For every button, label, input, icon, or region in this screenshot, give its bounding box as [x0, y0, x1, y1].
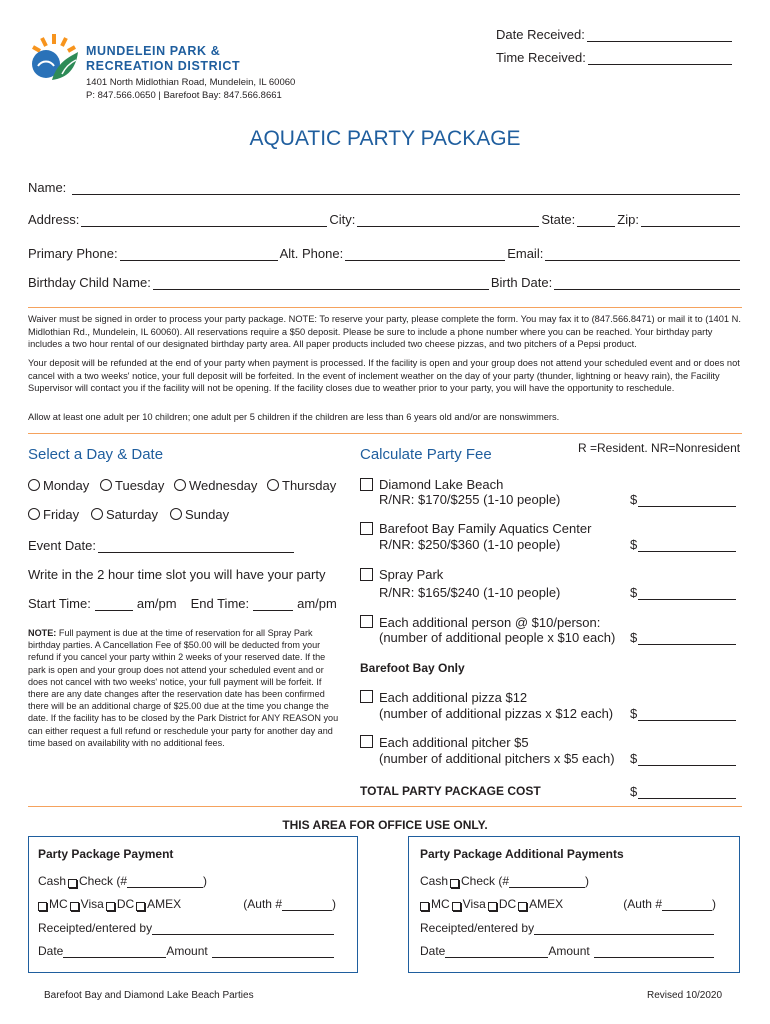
start-time-label: Start Time: [28, 596, 91, 611]
fee-item-5-desc: (number of additional pizzas x $12 each) [379, 706, 614, 721]
time-slot-instruction: Write in the 2 hour time slot you will have your party [28, 567, 326, 582]
dollar-sign: $ [630, 585, 638, 600]
district-logo [28, 30, 80, 82]
alt-phone-field[interactable] [345, 248, 505, 261]
end-ampm: am/pm [297, 596, 337, 611]
alt-phone-label: Alt. Phone: [279, 246, 344, 261]
office-payment-box [28, 836, 358, 973]
card-row: MC Visa DC AMEX (Auth # ) [38, 897, 336, 911]
dollar-sign: $ [630, 706, 638, 721]
receipted-label: Receipted/entered by [38, 921, 153, 935]
amex-checkbox[interactable] [518, 902, 527, 911]
fee-item-3-title: Spray Park [379, 567, 444, 582]
phone-row [28, 246, 742, 261]
fee-item-4-desc: (number of additional people x $10 each) [379, 630, 616, 645]
day-monday[interactable]: Monday [28, 478, 89, 493]
additional-payments-title: Party Package Additional Payments [420, 847, 624, 861]
email-label: Email: [507, 246, 544, 261]
dc-checkbox[interactable] [488, 902, 497, 911]
org-address: 1401 North Midlothian Road, Mundelein, IL 60060 [86, 77, 296, 88]
visa-label: Visa [462, 897, 486, 911]
date-received-field[interactable] [587, 29, 732, 42]
total-cost-amount[interactable] [638, 786, 736, 799]
divider-top [28, 307, 742, 308]
fee-item-4-title: Each additional person @ $10/person: [379, 615, 601, 630]
auth-field[interactable] [282, 898, 332, 911]
fee-item-6-amount[interactable] [638, 753, 736, 766]
amex-label: AMEX [147, 897, 182, 911]
cash-label: Cash [420, 874, 449, 888]
address-field[interactable] [81, 214, 327, 227]
fee-item-5-amount[interactable] [638, 708, 736, 721]
visa-checkbox[interactable] [70, 902, 79, 911]
receipted-row [420, 921, 714, 935]
radio-icon[interactable] [267, 479, 279, 491]
date-field[interactable] [63, 945, 166, 958]
event-date-label: Event Date: [28, 538, 96, 553]
note-block [28, 627, 340, 749]
fee-item-6-title: Each additional pitcher $5 [379, 735, 529, 750]
city-label: City: [329, 212, 356, 227]
day-friday[interactable]: Friday [28, 507, 79, 522]
primary-phone-field[interactable] [120, 248, 278, 261]
additional-pitcher-checkbox[interactable] [360, 735, 373, 748]
birthday-child-label: Birthday Child Name: [28, 275, 151, 290]
spray-park-checkbox[interactable] [360, 568, 373, 581]
birth-date-label: Birth Date: [490, 275, 553, 290]
fee-item-1-price: R/NR: $170/$255 (1-10 people) [379, 492, 561, 507]
date-label: Date [420, 944, 446, 958]
time-received-field[interactable] [588, 52, 732, 65]
start-ampm: am/pm [136, 596, 177, 611]
amount-field[interactable] [594, 945, 714, 958]
time-received-label: Time Received: [496, 50, 586, 65]
date-amount-row [420, 944, 714, 958]
divider-bottom [28, 806, 742, 807]
select-day-title: Select a Day & Date [28, 446, 164, 463]
name-label: Name: [28, 180, 67, 195]
info-paragraph-1: Waiver must be signed in order to process your party package. NOTE: To reserve your party, please complete the form. You may fax it to (847.566.8471) or mail it to (1401 N. Midlothian Rd., Mundelein, IL 60060). All reservations require a $50 deposit. Please be sure to include a phone number where you can be reached. Your birthday party includes a two hour rental of our designated birthday party area. All paper products included two cheese pizzas, and two pitchers of a Pepsi product. [28, 314, 741, 350]
date-amount-row [38, 944, 334, 958]
amount-field[interactable] [212, 945, 334, 958]
name-row [28, 180, 742, 195]
auth-label: (Auth # [243, 897, 282, 911]
footer-left: Barefoot Bay and Diamond Lake Beach Parties [44, 990, 254, 1001]
dollar-sign: $ [630, 537, 638, 552]
auth-label: (Auth # [623, 897, 662, 911]
fee-item-2-amount[interactable] [638, 539, 736, 552]
time-row [28, 596, 337, 611]
barefoot-bay-only-label: Barefoot Bay Only [360, 661, 465, 675]
amount-label: Amount [548, 944, 590, 958]
mc-label: MC [49, 897, 68, 911]
start-time-field[interactable] [95, 598, 133, 611]
footer-revised: Revised 10/2020 [647, 990, 723, 1001]
auth-field[interactable] [662, 898, 712, 911]
amex-checkbox[interactable] [136, 902, 145, 911]
day-tuesday[interactable]: Tuesday [100, 478, 164, 493]
page-title: AQUATIC PARTY PACKAGE [249, 127, 521, 150]
state-label: State: [541, 212, 576, 227]
radio-icon[interactable] [100, 479, 112, 491]
day-sunday[interactable]: Sunday [170, 507, 229, 522]
dollar-sign: $ [630, 751, 638, 766]
dc-label: DC [116, 897, 135, 911]
end-time-label: End Time: [190, 596, 250, 611]
check-label: Check (# [79, 874, 128, 888]
party-package-payment-title: Party Package Payment [38, 847, 174, 861]
date-received-row [496, 27, 734, 42]
note-label: NOTE: [28, 628, 57, 638]
address-row [28, 212, 742, 227]
radio-icon[interactable] [91, 508, 103, 520]
name-field[interactable] [72, 182, 740, 195]
fee-item-5-title: Each additional pizza $12 [379, 690, 528, 705]
radio-icon[interactable] [170, 508, 182, 520]
dollar-sign: $ [630, 492, 638, 507]
office-use-heading: THIS AREA FOR OFFICE USE ONLY. [282, 818, 488, 832]
receipted-field[interactable] [152, 922, 334, 935]
fee-item-3-amount[interactable] [638, 587, 736, 600]
day-wednesday[interactable]: Wednesday [174, 478, 257, 493]
radio-icon[interactable] [28, 508, 40, 520]
address-label: Address: [28, 212, 80, 227]
mc-checkbox[interactable] [420, 902, 429, 911]
cash-check-row: Cash Check (# ) [420, 874, 590, 888]
org-phones: P: 847.566.0650 | Barefoot Bay: 847.566.8661 [86, 90, 282, 101]
diamond-lake-checkbox[interactable] [360, 478, 373, 491]
note-text: Full payment is due at the time of reservation for all Spray Park birthday parties. A Cancellation Fee of $50.00 will be deducted from your refund if you cancel your party within 2 weeks of your reserved date. If the park is open and your group does not attend your scheduled event and or does not cancel with two weeks' notice, your full payment will be forfeit. If there are any date changes after the reservation date has been confirmed there will be an additional charge of $25.00 due at the time you change the date. If the facility has to be closed by the Park District for ANY REASON you can either request a full refund or reschedule your party for another day and time based on availability with no additional fees. [28, 628, 339, 748]
birth-date-field[interactable] [554, 277, 740, 290]
email-field[interactable] [545, 248, 740, 261]
receipted-row [38, 921, 334, 935]
resident-legend: R =Resident. NR=Nonresident [578, 441, 741, 455]
time-received-row [496, 50, 734, 65]
dc-label: DC [498, 897, 517, 911]
mc-checkbox[interactable] [38, 902, 47, 911]
divider-middle [28, 433, 742, 434]
cash-check-row: Cash Check (# ) [38, 874, 208, 888]
event-date-row [28, 538, 296, 553]
birthday-child-field[interactable] [153, 277, 489, 290]
zip-field[interactable] [641, 214, 740, 227]
check-number-field[interactable] [127, 875, 203, 888]
receipted-label: Receipted/entered by [420, 921, 535, 935]
cash-checkbox[interactable] [68, 879, 77, 888]
org-name-line2: RECREATION DISTRICT [86, 59, 241, 73]
primary-phone-label: Primary Phone: [28, 246, 118, 261]
calculate-fee-title: Calculate Party Fee [360, 446, 492, 463]
barefoot-bay-checkbox[interactable] [360, 522, 373, 535]
fee-item-2-price: R/NR: $250/$360 (1-10 people) [379, 537, 561, 552]
dc-checkbox[interactable] [106, 902, 115, 911]
fee-item-3-price: R/NR: $165/$240 (1-10 people) [379, 585, 561, 600]
office-additional-box [408, 836, 740, 973]
cash-label: Cash [38, 874, 67, 888]
state-field[interactable] [577, 214, 615, 227]
radio-icon[interactable] [28, 479, 40, 491]
event-date-field[interactable] [98, 540, 294, 553]
radio-icon[interactable] [174, 479, 186, 491]
fee-item-4-amount[interactable] [638, 632, 736, 645]
end-time-field[interactable] [253, 598, 293, 611]
additional-person-checkbox[interactable] [360, 615, 373, 628]
city-field[interactable] [357, 214, 539, 227]
info-paragraph-3: Allow at least one adult per 10 children; one adult per 5 children if the children are less than 6 years old and/or are nonswimmers. [28, 412, 560, 422]
visa-label: Visa [80, 897, 104, 911]
check-number-field[interactable] [509, 875, 585, 888]
org-name-line1: MUNDELEIN PARK & [86, 44, 221, 58]
birthday-row [28, 275, 742, 290]
total-cost-label: TOTAL PARTY PACKAGE COST [360, 784, 541, 798]
dollar-sign: $ [630, 630, 638, 645]
fee-item-1-amount[interactable] [638, 494, 736, 507]
cash-checkbox[interactable] [450, 879, 459, 888]
card-row: MC Visa DC AMEX (Auth # ) [420, 897, 716, 911]
fee-item-6-desc: (number of additional pitchers x $5 each) [379, 751, 615, 766]
additional-pizza-checkbox[interactable] [360, 690, 373, 703]
visa-checkbox[interactable] [452, 902, 461, 911]
amex-label: AMEX [529, 897, 564, 911]
date-label: Date [38, 944, 64, 958]
date-field[interactable] [445, 945, 548, 958]
date-received-label: Date Received: [496, 27, 585, 42]
mc-label: MC [431, 897, 450, 911]
day-thursday[interactable]: Thursday [267, 478, 336, 493]
fee-item-2-title: Barefoot Bay Family Aquatics Center [379, 521, 592, 536]
day-saturday[interactable]: Saturday [91, 507, 158, 522]
zip-label: Zip: [617, 212, 639, 227]
receipted-field[interactable] [534, 922, 714, 935]
amount-label: Amount [166, 944, 208, 958]
dollar-sign: $ [630, 784, 638, 799]
fee-item-1-title: Diamond Lake Beach [379, 477, 504, 492]
check-label: Check (# [461, 874, 510, 888]
info-paragraph-2: Your deposit will be refunded at the end of your party when payment is processed. If the facility is open and your group does not attend your scheduled event and or does not cancel with a two weeks' notice, your full deposit will be forfeited. In the event of inclement weather on the day of your party (thunder, lightning or heavy rain), the Facility Supervisor will contact you if the facility will not be opening. If the facility closes due to weather prior to your party, you will have the opportunity to reschedule. [28, 358, 740, 394]
